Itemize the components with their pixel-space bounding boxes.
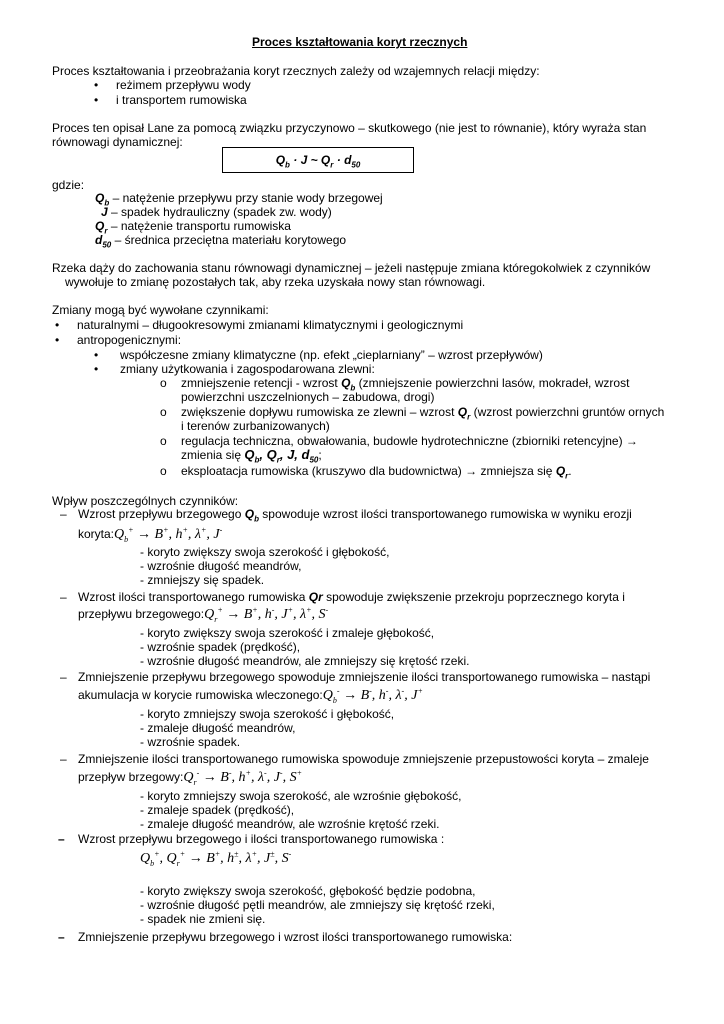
effect-item: - zmniejszy się spadek. <box>140 573 265 587</box>
zlewnia-item-cont: powierzchni uszczelnionych – zabudowa, drogi) <box>181 390 435 404</box>
effect-item: - koryto zwiększy swoja szerokość, głębokość będzie podobna, <box>140 884 476 898</box>
effect-item: - wzrośnie długość meandrów, <box>140 559 302 573</box>
page-title: Proces kształtowania koryt rzecznych <box>252 35 468 49</box>
circle-bullet-icon: o <box>160 405 167 419</box>
effect-item: - zmaleje spadek (prędkość), <box>140 803 295 817</box>
effect-item: - koryto zwiększy swoja szerokość i zmaleje głębokość, <box>140 626 435 640</box>
definition-item: J – spadek hydrauliczny (spadek zw. wody) <box>101 205 332 219</box>
dash-bullet-icon: – <box>58 930 65 944</box>
case-expression: $Q_b^+$, $Q_r^+ \to B^+$, h±, λ+, J±, S- <box>140 849 292 868</box>
definition-item: $Q_b$ – natężenie przepływu przy stanie wody brzegowej <box>95 191 383 208</box>
antro-item: zmiany użytkowania i zagospodarowana zlewni: <box>120 362 375 376</box>
definition-item: $Q_r$ – natężenie transportu rumowiska <box>95 219 291 236</box>
czynnik-item: naturalnymi – długookresowymi zmianami klimatycznymi i geologicznymi <box>77 318 464 332</box>
bullet-icon: • <box>55 318 60 332</box>
dash-bullet-icon: – <box>58 832 65 846</box>
case-text-cont: akumulacja w korycie rumowiska $wleczonego:Q_b^- \to B^-$, h-, λ-, J+ <box>78 686 423 705</box>
czynnik-item: antropogenicznymi: <box>77 333 182 347</box>
effect-item: - koryto zmniejszy swoja szerokość i głębokość, <box>140 707 395 721</box>
case-text-cont: przepływ $brzegowy:Q_r^- \to B^-$, h+, λ-, J-, S+ <box>78 768 302 787</box>
effect-item: - wzrośnie spadek. <box>140 735 241 749</box>
case-text: Wzrost przepływu brzegowego $Q_b$ spowoduje wzrost ilości transportowanego rumowiska w wyniku erozji <box>78 507 632 524</box>
effect-item: - spadek nie zmieni się. <box>140 912 266 926</box>
effect-item: - wzrośnie długość pętli meandrów, ale zmniejszy się krętość rzeki, <box>140 898 495 912</box>
zlewnia-item-cont: zmienia się $Q_b$, $Q_r$, J, $d_{50}$; <box>181 447 322 465</box>
bullet-icon: • <box>55 333 60 347</box>
case-text: Wzrost ilości transportowanego rumowiska Qr spowoduje zwiększenie przekroju poprzecznego koryta i <box>78 590 625 604</box>
effect-item: - koryto zmniejszy swoja szerokość, ale wzrośnie głębokość, <box>140 789 462 803</box>
dash-bullet-icon: – <box>60 752 67 766</box>
effect-item: - zmaleje długość meandrów, ale wzrośnie krętość rzeki. <box>140 817 440 831</box>
intro-text: Proces kształtowania i przeobrażania koryt rzecznych zależy od wzajemnych relacji między: <box>52 64 540 78</box>
gdzie-label: gdzie: <box>52 178 85 192</box>
effect-item: - koryto zwiększy swoja szerokość i głębokość, <box>140 545 390 559</box>
zlewnia-item: regulacja techniczna, obwałowania, budowle hydrotechniczne (zbiorniki retencyjne) → <box>181 434 638 448</box>
bullet-icon: • <box>94 362 99 376</box>
intro-item: i transportem rumowiska <box>116 93 247 107</box>
formula-box <box>222 147 414 173</box>
antro-item: współczesne zmiany klimatyczne (np. efekt „cieplarniany” – wzrost przepływów) <box>120 348 543 362</box>
lane-text: Proces ten opisał Lane za pomocą związku przyczynowo – skutkowego (nie jest to równanie), który wyraża stan <box>52 121 647 135</box>
zlewnia-item: eksploatacja rumowiska (kruszywo dla budownictwa) → zmniejsza się $Q_r$. <box>181 464 572 481</box>
bullet-icon: • <box>94 78 99 92</box>
dash-bullet-icon: – <box>60 590 67 604</box>
circle-bullet-icon: o <box>160 434 167 448</box>
bullet-icon: • <box>94 93 99 107</box>
wplyw-text: Wpływ poszczególnych czynników: <box>52 494 239 508</box>
case-text-cont: $koryta:Q_b^+ \to B^+$, h+, λ+, J- <box>78 525 223 544</box>
lane-text: równowagi dynamicznej: <box>52 135 183 149</box>
zlewnia-item-cont: i terenów zurbanizowanych) <box>181 419 330 433</box>
intro-item: reżimem przepływu wody <box>116 78 251 92</box>
case-text: Zmniejszenie przepływu brzegowego spowoduje zmniejszenie ilości transportowanego rumowiska – nastąpi <box>78 670 651 684</box>
circle-bullet-icon: o <box>160 464 167 478</box>
dash-bullet-icon: – <box>60 670 67 684</box>
lane-formula: $Q_b \cdot J$ ~ $Q_r \cdot d_{50}$ <box>275 153 361 170</box>
case-text: Zmniejszenie przepływu brzegowego i wzrost ilości transportowanego rumowiska: <box>78 930 513 944</box>
rzeka-text: wywołuje to zmianę pozostałych tak, aby rzeka uzyskała nowy stan równowagi. <box>65 275 486 289</box>
zlewnia-item: zwiększenie dopływu rumowiska ze zlewni – wzrost $Q_r$ (wzrost powierzchni gruntów ornych <box>181 405 665 422</box>
effect-item: - wzrośnie długość meandrów, ale zmniejszy się krętość rzeki. <box>140 654 470 668</box>
circle-bullet-icon: o <box>160 376 167 390</box>
effect-item: - wzrośnie spadek (prędkość), <box>140 640 301 654</box>
definition-item: $d_{50}$ – średnica przeciętna materiału korytowego <box>95 233 347 250</box>
case-text-cont: przepływu $brzegowego:Q_r^+ \to B^+$, h-, J+, λ+, S- <box>78 605 329 624</box>
effect-item: - zmaleje długość meandrów, <box>140 721 296 735</box>
rzeka-text: Rzeka dąży do zachowania stanu równowagi dynamicznej – jeżeli następuje zmiana któregokolwiek z czynników <box>52 261 651 275</box>
zmiany-text: Zmiany mogą być wywołane czynnikami: <box>52 303 269 317</box>
bullet-icon: • <box>94 348 99 362</box>
case-text: Zmniejszenie ilości transportowanego rumowiska spowoduje zmniejszenie przepustowości koryta – zmaleje <box>78 752 649 766</box>
zlewnia-item: zmniejszenie retencji - wzrost $Q_b$ (zmniejszenie powierzchni lasów, mokradeł, wzrost <box>181 376 630 393</box>
dash-bullet-icon: – <box>60 507 67 521</box>
case-text: Wzrost przepływu brzegowego i ilości transportowanego rumowiska : <box>78 832 445 846</box>
